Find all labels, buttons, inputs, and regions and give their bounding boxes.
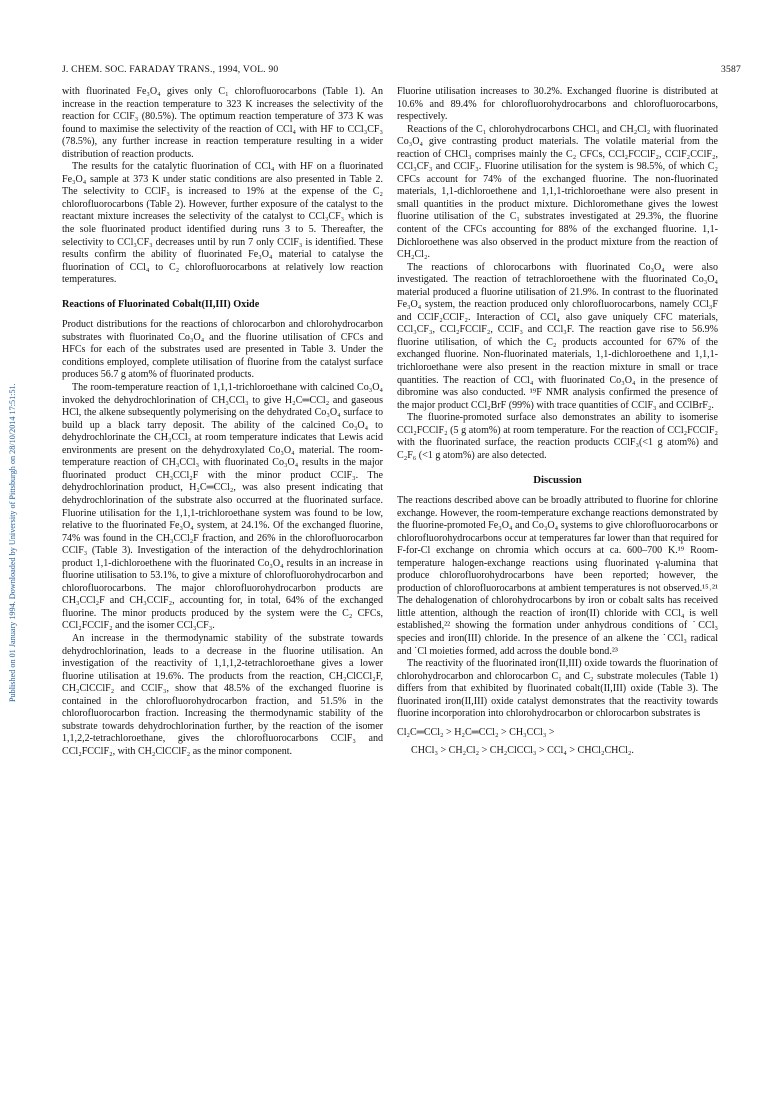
right-paragraph-1: Fluorine utilisation increases to 30.2%. Exchanged fluorine is distributed at 10.6% and 89.4% for chlorofluorohydrocarbons and chlorofluorocarbons, respectively. (397, 86, 718, 123)
right-column (397, 86, 718, 758)
page-number: 3587 (721, 64, 741, 75)
section-heading-cobalt: Reactions of Fluorinated Cobalt(II,III) Oxide (62, 298, 260, 310)
right-paragraph-2: Reactions of the C₁ chlorohydrocarbons CHCl₃ and CH₂Cl₂ with fluorinated Co₃O₄ give contrasting product materials. The volatile material from the reaction of CHCl₃ comprises mainly the C₂ CFCs, CCl₂FCClF₂, CClF₂CClF₂, CCl₃CF₃ and CClF₃. Fluorine utilisation for the system is 98.5%, of which C₂ CFCs account for 74% of the exchanged fluorine. The non-fluorinated materials, 1,1-dichloroethene and 1,1,1-trichloroethane were also present in small quantities in the product mixture. Dichloromethane gives the lowest fluorine utilisation of the C₁ substrates investigated at 29.3%, the fluorine content of the CFCs accounting for 88% of the exchanged fluorine. 1,1-Dichloroethene was also observed in the product mixture from the reaction of CH₂Cl₂. (397, 123, 718, 261)
right-paragraph-3: The reactions of chlorocarbons with fluorinated Co₃O₄ were also investigated. The reaction of tetrachloroethene with the fluorinated Co₃O₄ material produced a fluorine utilisation of 21.9%. In contrast to the fluorinated Fe₃O₄ system, the reaction produced only chlorofluorocarbons, namely CCl₃F and CClF₂CClF₂. Interaction of CCl₄ also gave uniquely CFC materials, CCl₃CF₃, CCl₂FCClF₂, CClF₃ and CCl₃F. The reaction gave rise to 56.9% fluorine utilisation, of which the C₂ products accounted for 67% of the exchanged fluorine. Non-fluorinated materials, 1,1-dichloroethene and 1,1,1-trichloroethane were also present in the reaction mixture in small or trace quantities. The reaction of CCl₄ with fluorinated Co₃O₄ in the presence of dibromine was also conducted. ¹⁹F NMR analysis confirmed the presence of the major product CCl₂BrF (99%) with trace quantities of CClF₃ and CClBrF₂. (397, 261, 718, 411)
journal-citation: J. CHEM. SOC. FARADAY TRANS., 1994, VOL. 90 (62, 64, 279, 75)
section-heading-discussion: Discussion (533, 474, 582, 487)
left-paragraph-1: with fluorinated Fe₃O₄ gives only C₁ chlorofluorocarbons (Table 1). An increase in the reaction temperature to 323 K increases the selectivity of the reaction for CClF₃ (80.5%). The optimum reaction temperature of 373 K was found to maximise the selectivity of the reaction of CCl₄ with HF to CCl₃CF₃ (78.5%), any further increase in reaction temperature resulting in a wider distribution of reaction products. (62, 86, 383, 160)
left-paragraph-3: Product distributions for the reactions of chlorocarbon and chlorohydrocarbon substrates with fluorinated Co₃O₄ and the fluorine utilisation of CFCs and HFCs for each of the substrates used are presented in Table 3. Under the conditions employed, complete utilisation of fluorine from the catalyst surface produces 56.7 g atom% of fluorinated products. (62, 319, 383, 381)
left-paragraph-4: The room-temperature reaction of 1,1,1-trichloroethane with calcined Co₃O₄ invoked the dehydrochlorination of CH₃CCl₃ to give H₂C═CCl₂ and gaseous HCl, the alkene subsequently polymerising on the dehydrated Co₃O₄ surface to build up a black tarry deposit. The ability of the calcined Co₃O₄ to dehydrochlorinate the CH₃CCl₃ at room temperature indicates that Lewis acid environments are present on the dehydroxylated Co₃O₄ material. The room-temperature reaction of CH₃CCl₃ with fluorinated Co₃O₄ results in the major fluorinated product CH₃CCl₂F with the minor product CClF₃. The dehydrochlorination product, H₂C═CCl₂, was also present indicating that dehydrochlorination of the substrate also occurred at the fluorinated surface. Fluorine utilisation for the 1,1,1-trichloroethane system was found to be low, relative to the fluorinated Fe₃O₄ system, at 24.1%. Of the exchanged fluorine, 74% was found in the CH₃CCl₂F fraction, and 26% in the chlorofluorocarbon CClF₃ (Table 3). Investigation of the interaction of the dehydrochlorination product 1,1-dichloroethene with the fluorinated Co₃O₄ results in an increase in fluorine utilisation to 53.1%, to give a mixture of chlorofluorohydrocarbon and chlorofluorocarbons. The major chlorofluorohydrocarbon products are CH₃CCl₂F and CH₃CClF₂, accounting for, in total, 64% of the exchanged fluorine. The minor products produced by the system were the C₂ CFCs, CCl₂FCClF₂ and the isomer CCl₃CF₃. (62, 382, 383, 632)
reactivity-series-line-1: Cl₂C═CCl₂ > H₂C═CCl₂ > CH₃CCl₃ > (397, 726, 555, 738)
right-paragraph-5: The reactions described above can be broadly attributed to fluorine for chlorine exchange. However, the room-temperature exchange reactions demonstrated by the fluorine-promoted Fe₃O₄ and Co₃O₄ systems to give chlorofluorocarbons or chlorofluorohydrocarbons occur at temperatures far lower than that required for F-for-Cl exchange on chromia which occurs at ca. 600–700 K.¹⁹ Room-temperature halogen-exchange reactions using fluorinated γ-alumina that produce chlorofluorohydrocarbons have been reported; however, the production of chlorofluorocarbons at ambient temperatures is not observed.¹⁵˒²¹ The dehalogenation of chlorohydrocarbons by iron or cobalt salts has received little attention, although the reaction of iron(II) chloride with CCl₄ is well established,²² showing the formation under anhydrous conditions of ˙CCl₃ species and iron(III) chloride. In the presence of an alkene the ˙CCl₃ radical and ˙Cl moieties formed, add across the double bond.²³ (397, 494, 718, 657)
download-watermark: Published on 01 January 1994. Downloaded by University of Pittsburgh on 28/10/2014 17:51:51. (8, 383, 17, 702)
right-paragraph-4: The fluorine-promoted surface also demonstrates an ability to isomerise CCl₂FCClF₂ (5 g atom%) at room temperature. For the reaction of CCl₂FCClF₂ with the fluorinated surface, the reaction products CClF₃(<1 g atom%) and C₂F₆ (<1 g atom%) are also detected. (397, 412, 718, 461)
left-column (62, 86, 383, 758)
right-paragraph-6: The reactivity of the fluorinated iron(II,III) oxide towards the fluorination of chlorohydrocarbon and chlorocarbon C₁ and C₂ substrate molecules (Table 1) differs from that exhibited by fluorinated cobalt(II,III) oxide (Table 3). The fluorinated iron(II,III) oxide catalyst demonstrates that the reactivity towards fluorine incorporation into chlorohydrocarbon or chlorocarbon substrates is (397, 658, 718, 720)
left-paragraph-2: The results for the catalytic fluorination of CCl₄ with HF on a fluorinated Fe₃O₄ sample at 373 K under static conditions are also presented in Table 2. The selectivity to CClF₃ is increased to 19% at the expense of the C₂ chlorofluorocarbons (Table 2). However, further exposure of the catalyst to the reactant mixture increases the selectivity of the catalyst to CCl₃CF₃ which is the sole fluorinated product identified during runs 3 to 5. Thereafter, the selectivity to CCl₃CF₃ decreases until by run 7 only CClF₃ is identified. These results confirm the ability of fluorinated Fe₃O₄ material to catalyse the fluorination of CCl₄ to C₂ chlorofluorocarbons at relatively low reaction temperatures. (62, 161, 383, 286)
reactivity-series-line-2: CHCl₃ > CH₂Cl₂ > CH₂ClCCl₃ > CCl₄ > CHCl₂CHCl₂. (411, 745, 634, 757)
left-paragraph-5: An increase in the thermodynamic stability of the substrate towards dehydrochlorination, leads to a decrease in the fluorine utilisation. An investigation of the reactivity of 1,1,1,2-tetrachloroethane gives a lower fluorine utilisation at 19.6%. The products from the reaction, CH₂ClCCl₂F, CH₂ClCClF₂ and CClF₃, show that 48.5% of the exchanged fluorine is contained in the chlorofluorohydrocarbon fraction, and 51.5% in the chlorofluorocarbon fraction. Increasing the thermodynamic stability of the substrate towards dehydrochlorination further, by the reaction of the isomer 1,1,2,2-tetrachloroethane, gives the chlorofluorocarbons CClF₃ and CCl₂FCClF₂, with CH₂ClCClF₂ as the minor component. (62, 632, 383, 757)
